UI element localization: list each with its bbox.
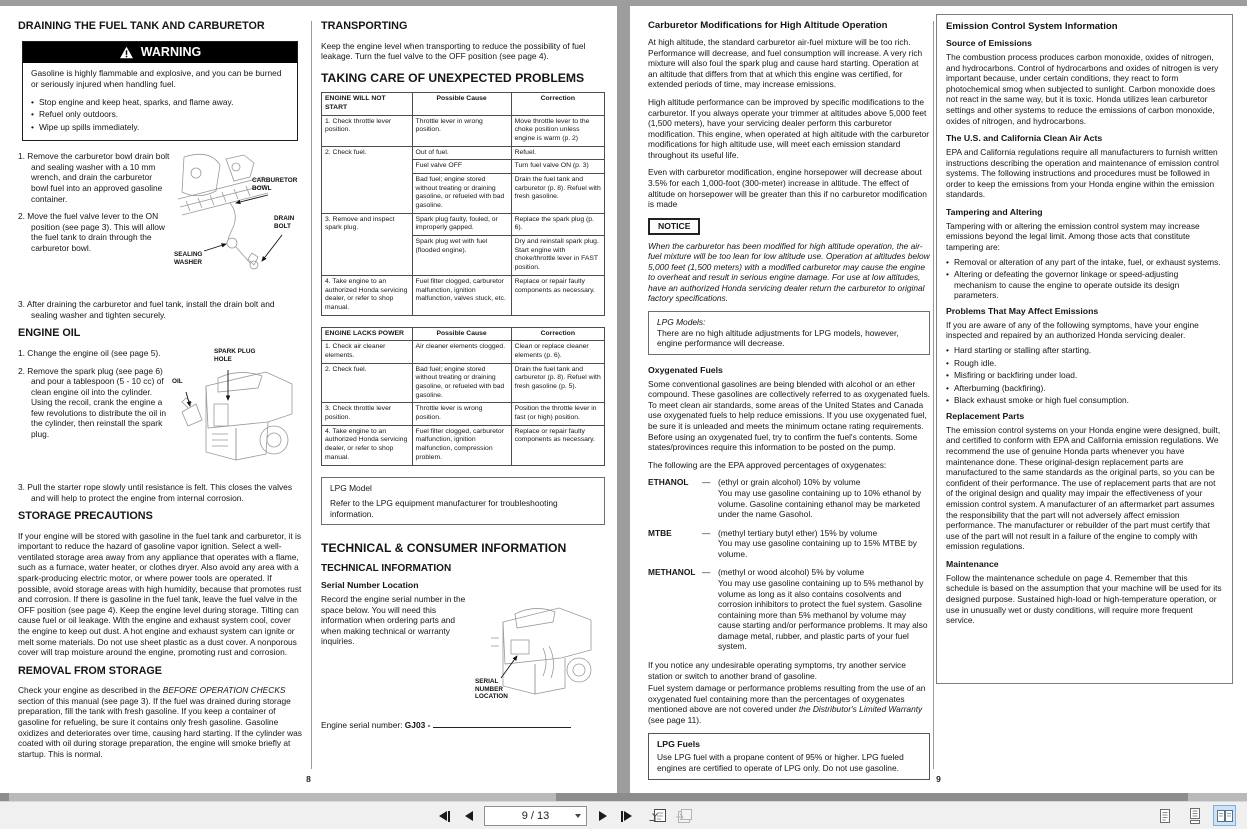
list-item: [946, 358, 1223, 369]
bullet-text: • Wipe up spills immediately.: [38, 121, 140, 132]
oxygenate-detail: You may use gasoline containing up to 10% ethanol by volume. Gasoline containing ethanol may be marketed under the name Gasohol.: [718, 487, 922, 520]
list-item: [946, 383, 1223, 394]
section-heading: TRANSPORTING: [321, 20, 408, 32]
bullet-text: • Altering or defeating the governor linkage or speed-adjusting mechanism to cause the engine to operate outside its design parameters.: [953, 269, 1180, 301]
paragraph-text: section of this manual (see page 3). If the fuel was drained during storage preparation, fill the tank with fresh gasoline. If you keep a container of gasoline for refueling, be sure it contains only fresh gasoline. Gasoline oxidizes and deteriorates over time, causing hard starting. If the cylinder was coated with oil during storage preparation, the engine will smoke briefly at startup. This is normal.: [18, 695, 302, 759]
section-subheading: Tampering and Altering: [946, 206, 1043, 217]
section-heading: ENGINE OIL: [18, 327, 81, 340]
table-cell: Refuel.: [511, 146, 604, 160]
figure-label-oil: OIL: [172, 377, 183, 385]
document-page-8: [0, 6, 617, 793]
oxygenate-description: [718, 567, 930, 652]
bullet-text: • Hard starting or stalling after starting.: [953, 345, 1092, 356]
page8-column-2: [321, 20, 605, 731]
oxygenate-detail: You may use gasoline containing up to 15% MTBE by volume.: [718, 538, 917, 559]
table-cell: Fuel valve OFF: [412, 160, 511, 174]
section-heading: Emission Control System Information: [946, 21, 1118, 32]
warning-icon: [119, 46, 134, 59]
body-paragraph: The combustion process produces carbon monoxide, oxides of nitrogen, and hydrocarbons. Control of hydrocarbons and oxides of nitrogen is very important because, under certain conditions, they react to form photochemical smog when subjected to sunlight. Carbon monoxide does not react in the same way, but it is toxic. Honda utilizes lean carburetor settings and other systems to reduce the emissions of carbon monoxide, oxides of nitrogen, and hydrocarbons.: [946, 52, 1219, 126]
body-paragraph: Even with carburetor modification, engine horsepower will decrease about 3.5% for each 1,000-foot (300-meter) increase in altitude. The effect of altitude on horsepower will be greater than this if no carburetor modification is made: [648, 167, 927, 210]
previous-view-icon: [648, 808, 667, 824]
table-cell: Bad fuel; engine stored without treating or draining gasoline, or refueled with bad gasoline.: [412, 173, 511, 213]
single-page-view-button[interactable]: [1154, 806, 1175, 825]
column-divider-rule: [311, 21, 312, 769]
dash: —: [702, 527, 711, 538]
warning-box: [22, 41, 298, 142]
document-page-9: [630, 6, 1247, 793]
oxygenate-entry: [648, 528, 930, 560]
emission-info-box: [936, 14, 1233, 684]
serial-number-line: [321, 720, 605, 731]
italic-reference: the Distributor's Limited Warranty: [798, 704, 923, 715]
page-number: 8: [306, 774, 311, 784]
bullet-text: • Misfiring or backfiring under load.: [953, 370, 1078, 381]
warning-header: [23, 42, 297, 64]
page9-column-1: [648, 20, 930, 790]
body-paragraph: [648, 683, 930, 725]
engine-will-not-start-table: [321, 92, 605, 315]
carburetor-drain-figure: [170, 151, 302, 297]
dash: —: [702, 477, 711, 488]
oxygenate-limit: (methyl or wood alcohol) 5% by volume: [718, 567, 865, 578]
box-body: Refer to the LPG equipment manufacturer for troubleshooting information.: [330, 498, 558, 519]
box-title: LPG Model: [330, 482, 372, 493]
table-cell: Replace the spark plug (p. 6).: [511, 213, 604, 235]
next-page-icon: [599, 811, 607, 821]
oxygenate-entry: [648, 567, 930, 652]
body-paragraph: Record the engine serial number in the space below. You will need this information when ordering parts and when making technical or warranty inquiries.: [321, 594, 466, 647]
body-paragraph: If your engine will be stored with gasoline in the fuel tank and carburetor, it is important to reduce the hazard of gasoline vapor ignition. Select a well-ventilated storage area away from any appliance that operates with a flame, such as a furnace, water heater, or clothes dryer. Also avoid any area with a spark-producing electric motor, or where power tools are operated. If possible, avoid storage areas with high humidity, because that promotes rust and corrosion. If there is gasoline in the fuel tank, leave the fuel valve in the OFF position (see page 4). Keep the engine level during storage. Tilting can cause fuel or oil leakage. With the engine and exhaust system cool, cover the engine to keep out dust. A hot engine and exhaust system can ignite or melt some materials. Do not use sheet plastic as a dust cover. A nonporous cover will trap moisture around the engine, promoting rust and corrosion.: [18, 530, 302, 658]
continuous-view-icon: [1187, 808, 1203, 824]
figure-label-drain-bolt: DRAIN BOLT: [274, 215, 295, 230]
table-header: ENGINE LACKS POWER: [322, 327, 413, 341]
page-layout-group: [1154, 806, 1235, 825]
list-item: [946, 345, 1223, 356]
box-body: There are no high altitude adjustments for LPG models, however, engine performance will decrease.: [657, 327, 899, 349]
previous-view-button[interactable]: [648, 807, 667, 826]
section-heading: DRAINING THE FUEL TANK AND CARBURETOR: [18, 20, 265, 32]
first-page-icon: [439, 811, 447, 821]
page9-column-2: [936, 18, 1233, 684]
first-page-icon-bar: [448, 811, 450, 822]
oxygenate-description: [718, 477, 930, 519]
body-paragraph: Follow the maintenance schedule on page 4. Remember that this schedule is based on the assumption that your machine will be used for its designed purpose. Sustained high-load or high-temperature operation, or use in unusually wet or dusty conditions, will require more frequent service.: [946, 572, 1222, 626]
paragraph-text: (see page 11).: [648, 714, 702, 725]
body-paragraph: If you are aware of any of the following symptoms, have your engine inspected and repaired by an authorized Honda servicing dealer.: [946, 319, 1199, 341]
section-heading: TAKING CARE OF UNEXPECTED PROBLEMS: [321, 70, 585, 85]
table-cell: Turn fuel valve ON (p. 3): [511, 160, 604, 174]
table-header: Correction: [511, 93, 604, 115]
single-page-view-icon: [1157, 808, 1173, 824]
body-paragraph: Keep the engine level when transporting to reduce the possibility of fuel leakage. Turn the fuel valve to the OFF position (see page 4).: [321, 40, 586, 62]
table-header: ENGINE WILL NOT START: [322, 93, 413, 115]
section-heading: Carburetor Modifications for High Altitude Operation: [648, 20, 888, 31]
table-cell: Clean or replace cleaner elements (p. 6).: [511, 341, 604, 363]
table-header: Correction: [511, 327, 604, 341]
next-view-icon: [674, 808, 693, 824]
engine-oil-figure: [170, 348, 302, 480]
bullet-text: • Removal or alteration of any part of the intake, fuel, or exhaust systems.: [953, 256, 1221, 267]
paragraph-text: Fuel system damage or performance problems resulting from the use of an oxygenated fuel containing more than the percentages of oxygenates mentioned above are not covered under: [648, 683, 926, 715]
table-cell: Spark plug wet with fuel (flooded engine).: [412, 236, 511, 276]
bullet-text: • Afterburning (backfiring).: [953, 382, 1046, 393]
oxygenate-term: ETHANOL: [648, 477, 689, 488]
body-paragraph: If you notice any undesirable operating symptoms, try another service station or switch to another brand of gasoline.: [648, 660, 906, 681]
first-page-button[interactable]: [436, 807, 453, 826]
section-subheading: Serial Number Location: [321, 580, 419, 591]
section-heading: STORAGE PRECAUTIONS: [18, 510, 153, 523]
table-cell: 1. Check throttle lever position.: [322, 115, 413, 146]
next-view-button[interactable]: [674, 807, 693, 826]
figure-label-sealing-washer: SEALING WASHER: [174, 251, 203, 266]
list-item: [946, 395, 1223, 406]
body-paragraph: Tampering with or altering the emission control system may increase emissions beyond the legal limit. Among those acts that constitute tampering are:: [946, 220, 1200, 253]
oxygenate-limit: (ethyl or grain alcohol) 10% by volume: [718, 477, 861, 488]
section-subheading: Maintenance: [946, 558, 999, 569]
section-subheading: Replacement Parts: [946, 410, 1025, 421]
numbered-step: 3. After draining the carburetor and fuel tank, install the drain bolt and sealing washer and tighten securely.: [18, 299, 275, 320]
warning-bullet: [31, 97, 289, 108]
oxygenate-term: MTBE: [648, 527, 672, 538]
table-cell: Throttle lever in wrong position.: [412, 115, 511, 146]
serial-label: Engine serial number:: [321, 720, 405, 731]
horizontal-scrollbar-thumb[interactable]: [556, 793, 1188, 801]
box-body: Use LPG fuel with a propane content of 95% or higher. LPG fueled engines are certified to operate of LPG only. Do not use gasoline.: [657, 752, 904, 774]
table-cell: 3. Check throttle lever position.: [322, 403, 413, 425]
table-cell: 4. Take engine to an authorized Honda servicing dealer, or refer to shop manual.: [322, 275, 413, 315]
notice-badge: NOTICE: [648, 218, 700, 235]
numbered-step: 3. Pull the starter rope slowly until resistance is felt. This closes the valves and will help to protect the engine from internal corrosion.: [18, 481, 293, 503]
table-cell: Position the throttle lever in fast (or high) position.: [511, 403, 604, 425]
lpg-model-box: [321, 477, 605, 526]
serial-code: GJ03 -: [404, 720, 431, 731]
last-page-icon: [624, 811, 632, 821]
page-navigation-group: [436, 806, 693, 826]
table-header: Possible Cause: [412, 327, 511, 341]
box-title: LPG Fuels: [657, 738, 700, 749]
table-cell: Move throttle lever to the choke position unless engine is warm (p. 2): [511, 115, 604, 146]
table-cell: 3. Remove and inspect spark plug.: [322, 213, 413, 275]
body-paragraph: High altitude performance can be improved by specific modifications to the carburetor. If you always operate your trimmer at altitudes above 5,000 feet (1,500 meters), have your servicing dealer perform this carburetor modification. This engine, when operated at high altitude with the carburetor modifications for high altitude use, will meet each emission standard throughout its useful life.: [648, 96, 930, 160]
table-cell: Spark plug faulty, fouled, or improperly gapped.: [412, 213, 511, 235]
table-cell: Replace or repair faulty components as necessary.: [511, 425, 604, 465]
facing-pages-view-button[interactable]: [1214, 806, 1235, 825]
page-indicator: 9 / 13: [521, 810, 550, 822]
viewer-toolbar: [0, 801, 1247, 829]
table-cell: Drain the fuel tank and carburetor (p. 8). Refuel with fresh gasoline.: [511, 173, 604, 213]
bullet-text: • Stop engine and keep heat, sparks, and flame away.: [38, 96, 234, 107]
table-cell: Bad fuel; engine stored without treating or draining gasoline, or refueled with bad gasoline.: [412, 363, 511, 403]
oxygenate-detail: You may use gasoline containing up to 5% methanol by volume as long as it also contains cosolvents and corrosion inhibitors to protect the fuel system. Gasoline containing more than 5% methanol by volume may cause starting and/or performance problems. It may also damage metal, rubber, and plastic parts of your fuel system.: [718, 577, 928, 652]
column-divider-rule: [933, 21, 934, 769]
previous-page-button[interactable]: [460, 807, 477, 826]
body-paragraph: The emission control systems on your Honda engine were designed, built, and certified to conform with EPA and California emission regulations. We recommend the use of genuine Honda parts whenever you have maintenance done. These original-design replacement parts are manufactured to the same standards as the original parts, so you can be confident of their performance. The use of replacement parts that are not of the original design and quality may impair the effectiveness of your emission control system. A manufacturer of an aftermarket part assumes the responsibility that the part will not adversely affect emission performance. The manufacturer or rebuilder of the part must certify that use of the part will not result in a failure of the engine to comply with emission regulations.: [946, 424, 1221, 552]
oxygenate-limit: (methyl tertiary butyl ether) 15% by volume: [718, 527, 878, 538]
table-cell: Air cleaner elements clogged.: [412, 341, 511, 363]
previous-page-icon: [465, 811, 473, 821]
lpg-models-box: [648, 311, 930, 355]
body-paragraph: EPA and California regulations require all manufacturers to furnish written instructions describing the operation and maintenance of emission control systems. The following instructions and procedures must be followed in order to keep the emissions from your Honda engine within the emission standards.: [946, 147, 1219, 200]
warning-title: WARNING: [140, 44, 202, 59]
horizontal-scrollbar[interactable]: [0, 793, 1247, 801]
table-cell: Fuel filter clogged, carburetor malfunction, ignition malfunction, valves stuck, etc.: [412, 275, 511, 315]
warning-intro: Gasoline is highly flammable and explosive, and you can be burned or seriously injured when handling fuel.: [31, 68, 282, 89]
page-number-combobox[interactable]: [484, 806, 587, 826]
facing-pages-view-icon: [1216, 808, 1234, 824]
scrollbar-left-button[interactable]: [0, 793, 9, 801]
table-cell: Throttle lever is wrong position.: [412, 403, 511, 425]
numbered-step: 1. Change the engine oil (see page 5).: [18, 347, 161, 358]
section-heading: TECHNICAL & CONSUMER INFORMATION: [321, 541, 567, 556]
figure-label-serial-number-location: SERIAL NUMBER LOCATION: [475, 678, 508, 701]
dash: —: [702, 567, 711, 578]
table-cell: Fuel filter clogged, carburetor malfunction, ignition malfunction, compression problem.: [412, 425, 511, 465]
bullet-text: • Rough idle.: [953, 357, 997, 368]
oxygenate-term: METHANOL: [648, 567, 696, 578]
warning-bullet: [31, 109, 289, 120]
oxygenate-entry: [648, 477, 930, 519]
page8-column-1: [18, 20, 302, 766]
section-subheading: Problems That May Affect Emissions: [946, 305, 1099, 316]
list-item: [946, 370, 1223, 381]
paragraph-text: Check your engine as described in the: [18, 685, 163, 696]
engine-lacks-power-table: [321, 327, 605, 466]
serial-fill-line: [433, 727, 571, 728]
table-cell: 2. Check fuel.: [322, 363, 413, 403]
table-header: Possible Cause: [412, 93, 511, 115]
section-heading: REMOVAL FROM STORAGE: [18, 664, 162, 677]
page-number: 9: [936, 774, 941, 784]
italic-reference: BEFORE OPERATION CHECKS: [162, 685, 286, 696]
numbered-step: 1. Remove the carburetor bowl drain bolt and sealing washer with a 10 mm wrench, and drain the carburetor bowl fuel into an approved gasoline container.: [18, 151, 170, 204]
bullet-text: • Black exhaust smoke or high fuel consumption.: [953, 395, 1129, 406]
notice-paragraph: When the carburetor has been modified for high altitude operation, the air-fuel mixture will be too lean for low altitude use. Operation at altitudes below 5,000 feet (1,500 meters) with a modified carburetor may cause the engine to overheat and result in serious engine damage. For use at low altitudes, have an authorized Honda servicing dealer return the carburetor to original factory specifications.: [648, 240, 930, 304]
table-cell: Dry and reinstall spark plug. Start engine with choke/throttle lever in FAST position.: [511, 236, 604, 276]
serial-number-figure: [473, 594, 605, 706]
table-cell: Drain the fuel tank and carburetor (p. 8). Refuel with fresh gasoline (p. 5).: [511, 363, 604, 403]
bullet-text: • Refuel only outdoors.: [38, 109, 119, 120]
table-cell: 1. Check air cleaner elements.: [322, 341, 413, 363]
last-page-icon-bar: [621, 811, 623, 822]
body-paragraph: The following are the EPA approved percentages of oxygenates:: [648, 459, 887, 470]
numbered-step: 2. Remove the spark plug (see page 6) and pour a tablespoon (5 - 10 cc) of clean engine oil into the cylinder. Using the recoil, crank the engine a few revolutions to distribute the oil in the cylinder, then reinstall the spark plug.: [18, 365, 167, 440]
table-cell: 2. Check fuel.: [322, 146, 413, 213]
section-heading: TECHNICAL INFORMATION: [321, 562, 452, 574]
numbered-step: 2. Move the fuel valve lever to the ON position (see page 3). This will allow the fuel tank to drain through the carburetor bowl.: [18, 211, 165, 253]
continuous-view-button[interactable]: [1184, 806, 1205, 825]
table-cell: Out of fuel.: [412, 146, 511, 160]
engine-illustration: [170, 348, 302, 480]
last-page-button[interactable]: [618, 807, 635, 826]
figure-label-carburetor-bowl: CARBURETOR BOWL: [252, 177, 298, 192]
table-cell: Replace or repair faulty components as necessary.: [511, 275, 604, 315]
list-item: [946, 269, 1223, 301]
body-paragraph: [18, 685, 302, 759]
lpg-fuels-box: [648, 733, 930, 780]
warning-bullet: [31, 122, 289, 133]
combobox-caret-icon: [575, 814, 581, 818]
section-subheading: The U.S. and California Clean Air Acts: [946, 133, 1103, 144]
body-paragraph: At high altitude, the standard carburetor air-fuel mixture will be too rich. Performance will decrease, and fuel consumption will increase. A very rich mixture will also foul the spark plug and cause hard starting. Operation at an altitude that differs from that at which this engine was certified, for extended periods of time, may increase emissions.: [648, 37, 923, 90]
list-item: [946, 257, 1223, 268]
section-subheading: Source of Emissions: [946, 38, 1032, 49]
next-page-button[interactable]: [594, 807, 611, 826]
box-title: LPG Models:: [657, 317, 706, 328]
table-cell: 4. Take engine to an authorized Honda servicing dealer, or refer to shop manual.: [322, 425, 413, 465]
figure-label-spark-plug-hole: SPARK PLUG HOLE: [214, 347, 256, 363]
body-paragraph: Some conventional gasolines are being blended with alcohol or an ether compound. These gasolines are collectively referred to as oxygenated fuels. To meet clean air standards, some areas of the United States and Canada use oxygenated fuels to help reduce emissions. If you use oxygenated fuel, be sure it is unleaded and meets the minimum octane rating requirements. Before using an oxygenated fuel, try to confirm the fuel's contents. Some states/provinces require this information to be posted on the pump.: [648, 378, 930, 453]
section-subheading: Oxygenated Fuels: [648, 364, 723, 375]
oxygenate-description: [718, 528, 930, 560]
